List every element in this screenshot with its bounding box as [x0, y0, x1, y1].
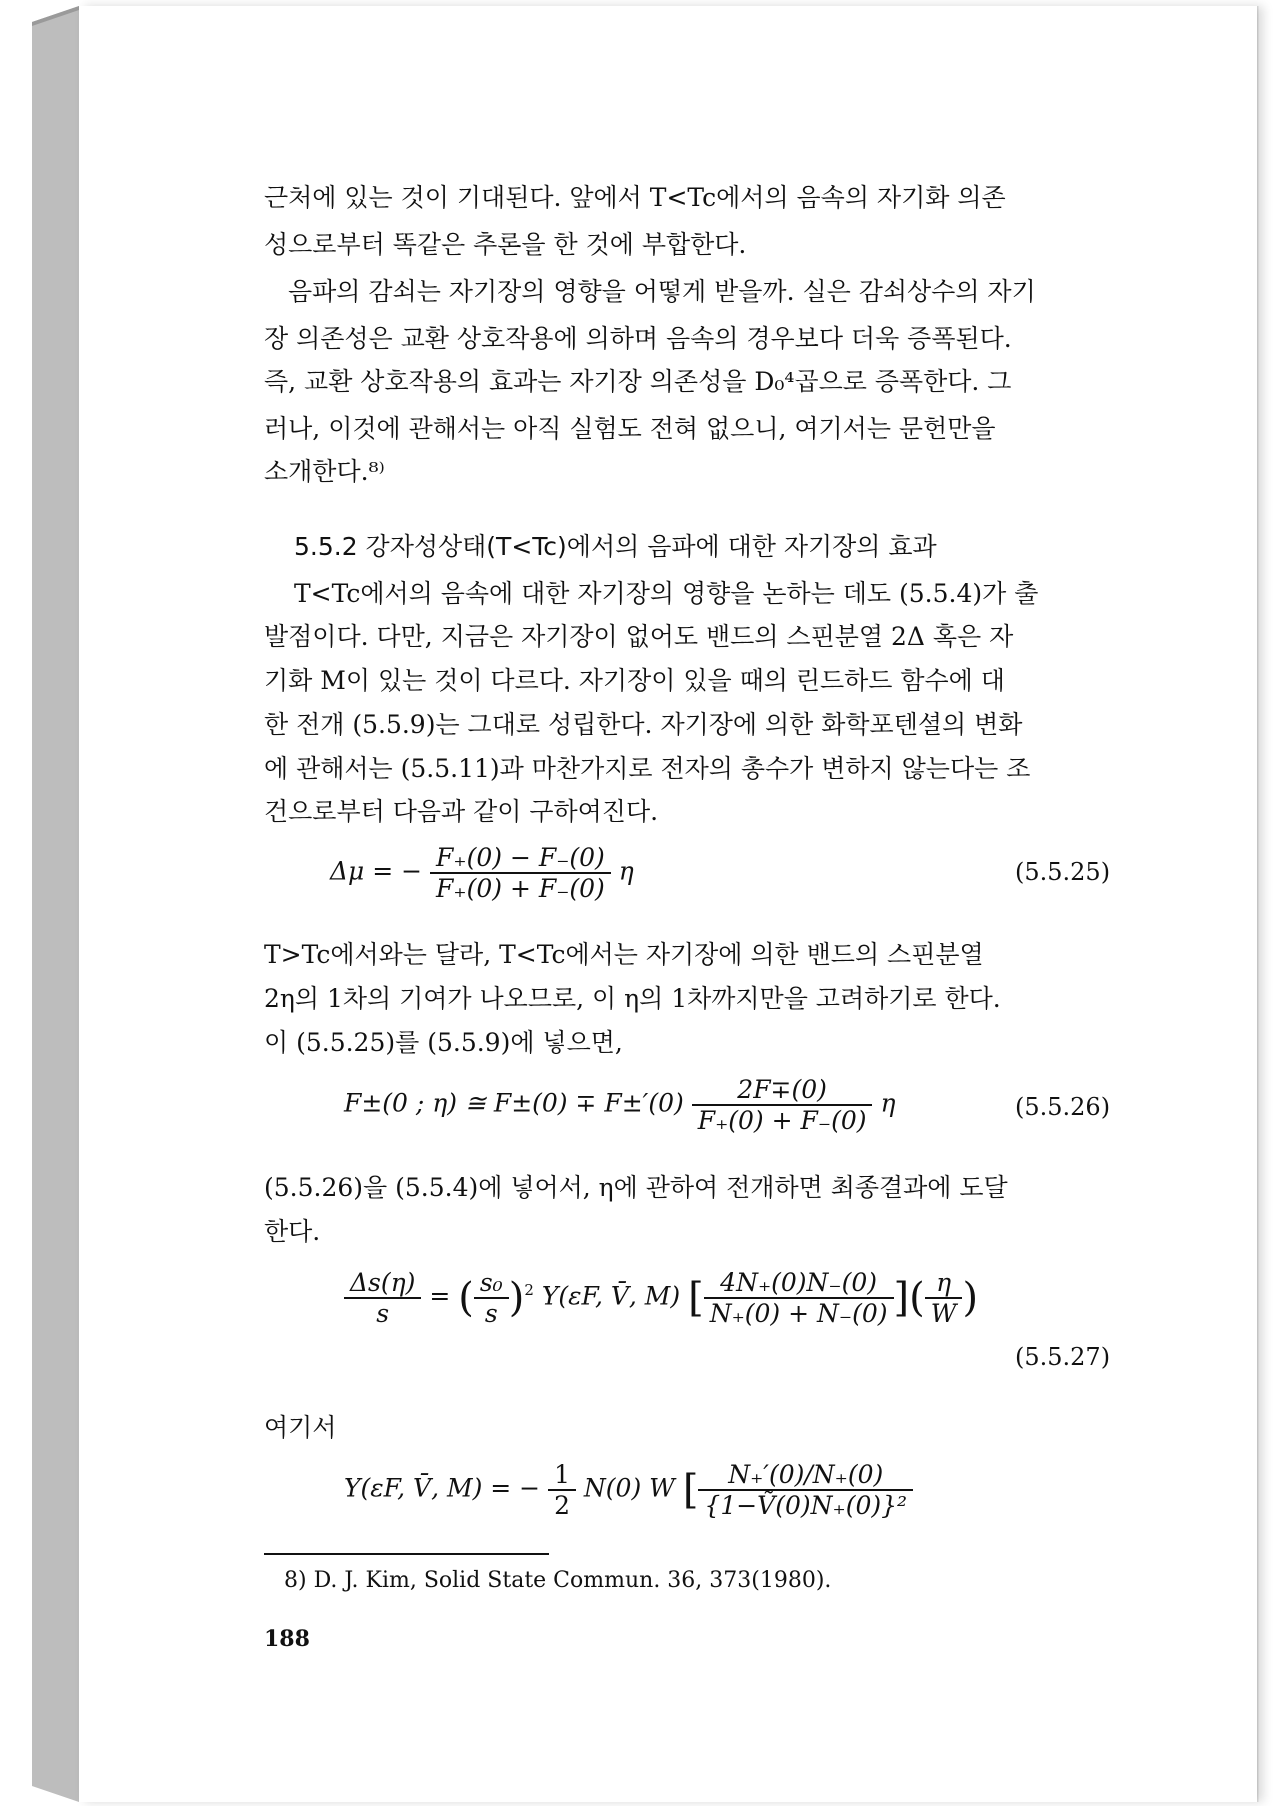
eq25-numerator: F₊(0) − F₋(0) — [430, 843, 611, 874]
equation-label-5-5-26: (5.5.26) — [1015, 1093, 1111, 1121]
para3-line1: T<Tc에서의 음속에 대한 자기장의 영향을 논하는 데도 (5.5.4)가 출 — [294, 579, 1039, 608]
eq27-eta: η — [925, 1268, 963, 1299]
page-number: 188 — [264, 1626, 310, 1652]
equation-y-definition — [344, 1460, 913, 1520]
eq27-equals: = — [429, 1281, 451, 1311]
eqy-half-denominator: 2 — [554, 1491, 570, 1520]
eq26-denominator: F₊(0) + F₋(0) — [697, 1106, 867, 1135]
para3-line2: 발점이다. 다만, 지금은 자기장이 없어도 밴드의 스핀분열 2Δ 혹은 자 — [264, 622, 1014, 651]
para2-line1: 음파의 감쇠는 자기장의 영향을 어떻게 받을까. 실은 감쇠상수의 자기 — [288, 277, 1036, 306]
equation-label-5-5-27: (5.5.27) — [1015, 1343, 1111, 1371]
eqy-half-fraction — [548, 1460, 576, 1520]
para2-line2: 장 의존성은 교환 상호작용에 의하며 음속의 경우보다 더욱 증폭된다. — [264, 324, 1012, 353]
eq27-paren2-close: ) — [962, 1275, 979, 1321]
equation-label-5-5-25: (5.5.25) — [1015, 858, 1111, 886]
eq27-bracket-numerator: 4N₊(0)N₋(0) — [704, 1268, 894, 1299]
eqy-fraction — [698, 1460, 913, 1520]
eq27-lhs-numerator: Δs(η) — [344, 1268, 421, 1299]
eq27-bracket-close: ] — [893, 1275, 910, 1321]
eq26-fraction — [692, 1075, 873, 1135]
eqy-lhs: Y(εF, V̄, M) = − — [344, 1473, 541, 1503]
para3-line3: 기화 M이 있는 것이 다르다. 자기장이 있을 때의 린드하드 함수에 대 — [264, 666, 1005, 695]
para2-line4: 러나, 이것에 관해서는 아직 실험도 전혀 없으니, 여기서는 문헌만을 — [264, 414, 996, 443]
para1-line2: 성으로부터 똑같은 추론을 한 것에 부합한다. — [264, 230, 747, 259]
eq27-paren2-open: ( — [909, 1275, 925, 1321]
eqy-half-numerator: 1 — [548, 1460, 576, 1491]
para3-line6: 건으로부터 다음과 같이 구하여진다. — [264, 797, 659, 826]
para6-line1: 여기서 — [264, 1413, 337, 1442]
eq25-lhs: Δμ = − — [330, 856, 423, 886]
eq27-bracket-fraction — [704, 1268, 894, 1328]
equation-5-5-25 — [330, 843, 634, 903]
eq27-eta-w-fraction — [925, 1268, 963, 1328]
para4-line1: T>Tc에서와는 달라, T<Tc에서는 자기장에 의한 밴드의 스핀분열 — [264, 940, 984, 969]
eq27-paren-open: ( — [458, 1275, 474, 1321]
eq25-tail: η — [618, 856, 634, 886]
para1-line1: 근처에 있는 것이 기대된다. 앞에서 T<Tc에서의 음속의 자기화 의존 — [264, 183, 1006, 212]
eq27-square: 2 — [524, 1281, 534, 1300]
eq27-paren-close: ) — [508, 1275, 525, 1321]
eq27-ratio-numerator: s₀ — [474, 1268, 509, 1299]
eq27-lhs-fraction — [344, 1268, 421, 1328]
eq25-denominator: F₊(0) + F₋(0) — [436, 874, 605, 903]
eqy-denominator: {1−Ṽ(0)N₊(0)}² — [704, 1491, 908, 1520]
para3-line4: 한 전개 (5.5.9)는 그대로 성립한다. 자기장에 의한 화학포텐셜의 변화 — [264, 710, 1023, 739]
eq26-lhs: F±(0 ; η) ≅ F±(0) ∓ F±′(0) — [344, 1088, 684, 1118]
footnote: 8) D. J. Kim, Solid State Commun. 36, 373(1980). — [284, 1568, 832, 1593]
eq27-lhs-denominator: s — [376, 1299, 390, 1328]
section-heading: 5.5.2 강자성상태(T<Tc)에서의 음파에 대한 자기장의 효과 — [294, 532, 937, 561]
equation-5-5-26 — [344, 1075, 895, 1135]
eq27-bracket-denominator: N₊(0) + N₋(0) — [709, 1299, 888, 1328]
eq27-ratio-fraction — [474, 1268, 509, 1328]
eqy-mid: N(0) W — [583, 1473, 675, 1503]
eq27-w: W — [930, 1299, 957, 1328]
eqy-numerator: N₊′(0)/N₊(0) — [698, 1460, 913, 1491]
para5-line1: (5.5.26)을 (5.5.4)에 넣어서, η에 관하여 전개하면 최종결과에 도달 — [264, 1173, 1008, 1202]
para3-line5: 에 관해서는 (5.5.11)과 마찬가지로 전자의 총수가 변하지 않는다는 조 — [264, 754, 1031, 783]
para2-line3: 즉, 교환 상호작용의 효과는 자기장 의존성을 D₀⁴곱으로 증폭한다. 그 — [264, 367, 1012, 396]
footnote-rule — [264, 1553, 549, 1555]
eq25-fraction — [430, 843, 611, 903]
para2-line5: 소개한다.⁸⁾ — [264, 457, 385, 486]
eq27-bracket-open: [ — [688, 1275, 704, 1321]
eq26-numerator: 2F∓(0) — [692, 1075, 873, 1106]
eq27-ratio-denominator: s — [484, 1299, 498, 1328]
para4-line3: 이 (5.5.25)를 (5.5.9)에 넣으면, — [264, 1028, 623, 1057]
para4-line2: 2η의 1차의 기여가 나오므로, 이 η의 1차까지만을 고려하기로 한다. — [264, 984, 1001, 1013]
para5-line2: 한다. — [264, 1217, 321, 1246]
eq27-y-function: Y(εF, V̄, M) — [541, 1281, 681, 1311]
eqy-bracket-open: [ — [682, 1467, 699, 1513]
eq26-tail: η — [880, 1088, 896, 1118]
equation-5-5-27 — [344, 1268, 978, 1328]
